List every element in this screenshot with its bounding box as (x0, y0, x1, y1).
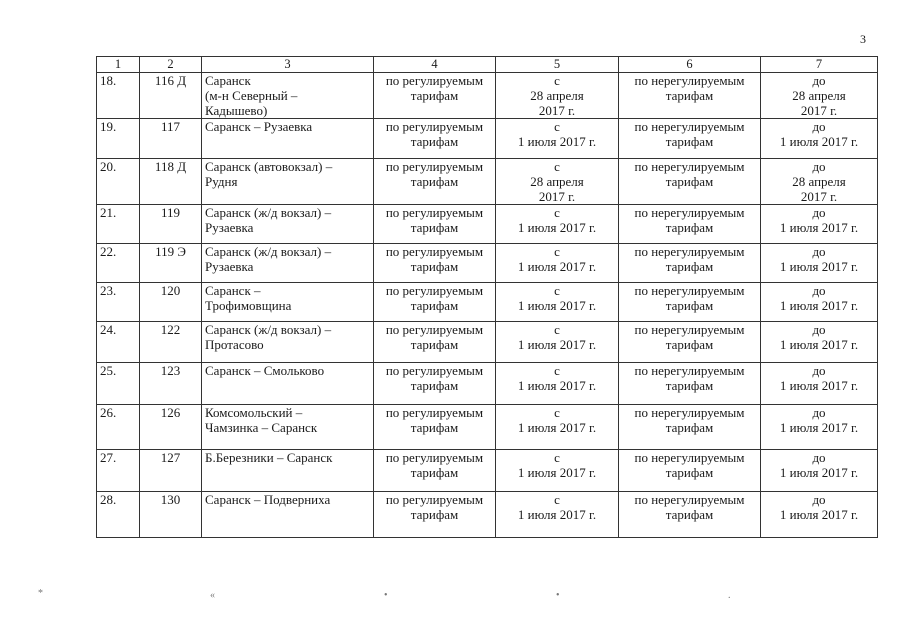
header-cell: 1 (97, 57, 140, 73)
route-name-cell (202, 244, 374, 283)
table-row (97, 73, 878, 119)
route-name-line: Саранск – Подверниха (205, 492, 331, 507)
route-name-line: Саранск – (205, 283, 261, 298)
table-row (97, 159, 878, 205)
date-from-cell (496, 244, 619, 283)
unregulated-tariff-line: тарифам (665, 174, 714, 189)
date-from-line: с (554, 244, 560, 259)
row-number-cell: 22. (97, 244, 140, 283)
route-name-cell (202, 405, 374, 450)
unregulated-tariff-line: тарифам (665, 220, 714, 235)
row-number-cell: 26. (97, 405, 140, 450)
regulated-tariff-cell (374, 322, 496, 363)
date-from-line: 1 июля 2017 г. (517, 420, 597, 435)
row-number-cell: 18. (97, 73, 140, 119)
date-from-cell (496, 450, 619, 492)
unregulated-tariff-line: по нерегулируемым (634, 244, 745, 259)
date-from-line: с (554, 450, 560, 465)
table-body (97, 73, 878, 538)
route-name-cell (202, 450, 374, 492)
date-from-line: 2017 г. (538, 103, 576, 118)
route-name-line: Рузаевка (205, 220, 254, 235)
table-row (97, 119, 878, 159)
date-from-line: с (554, 119, 560, 134)
regulated-tariff-cell (374, 159, 496, 205)
regulated-tariff-line: тарифам (410, 420, 459, 435)
date-from-cell (496, 363, 619, 405)
date-to-line: до (812, 283, 826, 298)
route-name-line: Трофимовщина (205, 298, 292, 313)
table-row (97, 322, 878, 363)
regulated-tariff-cell (374, 244, 496, 283)
header-row (97, 57, 878, 73)
unregulated-tariff-cell (619, 492, 761, 538)
unregulated-tariff-cell (619, 159, 761, 205)
regulated-tariff-line: тарифам (410, 220, 459, 235)
route-number-cell: 126 (140, 405, 202, 450)
unregulated-tariff-line: тарифам (665, 507, 714, 522)
date-to-cell (761, 119, 878, 159)
page-number: 3 (860, 32, 866, 46)
date-from-cell (496, 283, 619, 322)
regulated-tariff-line: по регулируемым (385, 244, 484, 259)
route-name-line: Кадышево) (205, 103, 268, 118)
route-name-line: Протасово (205, 337, 264, 352)
regulated-tariff-line: тарифам (410, 507, 459, 522)
route-number-cell: 118 Д (140, 159, 202, 205)
date-to-line: до (812, 73, 826, 88)
route-name-cell (202, 119, 374, 159)
regulated-tariff-line: по регулируемым (385, 363, 484, 378)
regulated-tariff-line: тарифам (410, 298, 459, 313)
route-number-cell: 116 Д (140, 73, 202, 119)
regulated-tariff-line: по регулируемым (385, 322, 484, 337)
date-to-line: 2017 г. (800, 103, 838, 118)
route-name-cell (202, 363, 374, 405)
routes-table (96, 56, 878, 538)
header-cell: 6 (619, 57, 761, 73)
date-from-cell (496, 322, 619, 363)
date-to-cell (761, 322, 878, 363)
unregulated-tariff-line: по нерегулируемым (634, 363, 745, 378)
date-to-line: до (812, 244, 826, 259)
date-from-line: с (554, 283, 560, 298)
date-to-cell (761, 205, 878, 244)
date-to-line: до (812, 159, 826, 174)
date-to-cell (761, 73, 878, 119)
route-number-cell: 117 (140, 119, 202, 159)
date-from-line: с (554, 492, 560, 507)
regulated-tariff-cell (374, 119, 496, 159)
date-from-line: 1 июля 2017 г. (517, 337, 597, 352)
route-name-line: Саранск (ж/д вокзал) – (205, 244, 332, 259)
date-to-line: 1 июля 2017 г. (779, 220, 859, 235)
date-from-line: 1 июля 2017 г. (517, 378, 597, 393)
route-name-line: Б.Березники – Саранск (205, 450, 333, 465)
date-from-cell (496, 159, 619, 205)
unregulated-tariff-line: по нерегулируемым (634, 492, 745, 507)
date-to-line: 1 июля 2017 г. (779, 134, 859, 149)
unregulated-tariff-cell (619, 450, 761, 492)
route-name-cell (202, 322, 374, 363)
date-to-line: 1 июля 2017 г. (779, 378, 859, 393)
date-to-cell (761, 159, 878, 205)
date-to-cell (761, 363, 878, 405)
route-name-cell (202, 73, 374, 119)
unregulated-tariff-line: тарифам (665, 298, 714, 313)
route-name-line: Саранск (ж/д вокзал) – (205, 322, 332, 337)
regulated-tariff-line: тарифам (410, 378, 459, 393)
route-name-cell (202, 205, 374, 244)
unregulated-tariff-line: по нерегулируемым (634, 450, 745, 465)
date-from-cell (496, 73, 619, 119)
regulated-tariff-cell (374, 492, 496, 538)
row-number-cell: 24. (97, 322, 140, 363)
date-to-line: 1 июля 2017 г. (779, 507, 859, 522)
date-to-line: до (812, 492, 826, 507)
table-row (97, 244, 878, 283)
header-cell: 5 (496, 57, 619, 73)
unregulated-tariff-line: по нерегулируемым (634, 159, 745, 174)
route-name-line: Саранск – Рузаевка (205, 119, 313, 134)
date-from-line: 1 июля 2017 г. (517, 259, 597, 274)
unregulated-tariff-line: тарифам (665, 134, 714, 149)
route-number-cell: 127 (140, 450, 202, 492)
unregulated-tariff-line: тарифам (665, 259, 714, 274)
row-number-cell: 19. (97, 119, 140, 159)
date-from-line: с (554, 363, 560, 378)
route-name-line: Рузаевка (205, 259, 254, 274)
unregulated-tariff-line: тарифам (665, 420, 714, 435)
table-row (97, 205, 878, 244)
regulated-tariff-line: по регулируемым (385, 283, 484, 298)
unregulated-tariff-line: тарифам (665, 378, 714, 393)
regulated-tariff-line: тарифам (410, 134, 459, 149)
date-from-line: 28 апреля (530, 174, 584, 189)
regulated-tariff-line: тарифам (410, 259, 459, 274)
date-from-cell (496, 119, 619, 159)
route-name-line: (м-н Северный – (205, 88, 298, 103)
date-from-line: с (554, 159, 560, 174)
date-to-line: 1 июля 2017 г. (779, 298, 859, 313)
date-from-cell (496, 492, 619, 538)
date-to-line: 1 июля 2017 г. (779, 465, 859, 480)
regulated-tariff-cell (374, 363, 496, 405)
route-name-cell (202, 283, 374, 322)
row-number-cell: 28. (97, 492, 140, 538)
table-row (97, 363, 878, 405)
unregulated-tariff-cell (619, 205, 761, 244)
unregulated-tariff-cell (619, 283, 761, 322)
regulated-tariff-cell (374, 450, 496, 492)
date-to-line: 28 апреля (792, 174, 846, 189)
row-number-cell: 21. (97, 205, 140, 244)
date-to-line: до (812, 119, 826, 134)
route-name-line: Саранск – Смольково (205, 363, 325, 378)
date-from-line: 1 июля 2017 г. (517, 298, 597, 313)
unregulated-tariff-cell (619, 119, 761, 159)
date-to-cell (761, 492, 878, 538)
regulated-tariff-line: по регулируемым (385, 492, 484, 507)
route-name-cell (202, 159, 374, 205)
date-to-line: 1 июля 2017 г. (779, 420, 859, 435)
date-from-line: 1 июля 2017 г. (517, 507, 597, 522)
date-to-line: до (812, 450, 826, 465)
row-number-cell: 23. (97, 283, 140, 322)
header-cell: 4 (374, 57, 496, 73)
unregulated-tariff-cell (619, 244, 761, 283)
date-from-line: 1 июля 2017 г. (517, 465, 597, 480)
regulated-tariff-line: по регулируемым (385, 405, 484, 420)
route-name-line: Чамзинка – Саранск (205, 420, 318, 435)
route-number-cell: 119 Э (140, 244, 202, 283)
unregulated-tariff-line: тарифам (665, 465, 714, 480)
route-name-line: Саранск (205, 73, 251, 88)
date-to-cell (761, 450, 878, 492)
regulated-tariff-cell (374, 283, 496, 322)
date-from-line: с (554, 205, 560, 220)
regulated-tariff-line: по регулируемым (385, 450, 484, 465)
date-from-line: с (554, 322, 560, 337)
regulated-tariff-cell (374, 405, 496, 450)
unregulated-tariff-line: тарифам (665, 88, 714, 103)
regulated-tariff-line: по регулируемым (385, 205, 484, 220)
header-cell: 7 (761, 57, 878, 73)
route-name-line: Саранск (автовокзал) – (205, 159, 333, 174)
route-number-cell: 123 (140, 363, 202, 405)
unregulated-tariff-cell (619, 363, 761, 405)
date-from-line: с (554, 405, 560, 420)
date-from-line: 2017 г. (538, 189, 576, 204)
regulated-tariff-line: тарифам (410, 337, 459, 352)
date-to-line: до (812, 363, 826, 378)
table-row (97, 492, 878, 538)
regulated-tariff-cell (374, 205, 496, 244)
regulated-tariff-line: по регулируемым (385, 159, 484, 174)
unregulated-tariff-line: по нерегулируемым (634, 322, 745, 337)
unregulated-tariff-line: по нерегулируемым (634, 205, 745, 220)
header-cell: 3 (202, 57, 374, 73)
date-from-line: с (554, 73, 560, 88)
date-from-line: 1 июля 2017 г. (517, 134, 597, 149)
date-to-cell (761, 405, 878, 450)
header-cell: 2 (140, 57, 202, 73)
route-number-cell: 122 (140, 322, 202, 363)
row-number-cell: 27. (97, 450, 140, 492)
unregulated-tariff-line: по нерегулируемым (634, 73, 745, 88)
unregulated-tariff-line: по нерегулируемым (634, 119, 745, 134)
unregulated-tariff-line: по нерегулируемым (634, 283, 745, 298)
date-to-line: 1 июля 2017 г. (779, 337, 859, 352)
date-to-line: 28 апреля (792, 88, 846, 103)
route-name-cell (202, 492, 374, 538)
unregulated-tariff-line: по нерегулируемым (634, 405, 745, 420)
table-row (97, 405, 878, 450)
date-from-cell (496, 405, 619, 450)
date-from-line: 28 апреля (530, 88, 584, 103)
route-number-cell: 120 (140, 283, 202, 322)
date-to-line: до (812, 205, 826, 220)
unregulated-tariff-cell (619, 322, 761, 363)
regulated-tariff-line: тарифам (410, 465, 459, 480)
row-number-cell: 25. (97, 363, 140, 405)
regulated-tariff-line: по регулируемым (385, 73, 484, 88)
regulated-tariff-line: тарифам (410, 88, 459, 103)
route-number-cell: 119 (140, 205, 202, 244)
row-number-cell: 20. (97, 159, 140, 205)
unregulated-tariff-line: тарифам (665, 337, 714, 352)
date-to-line: до (812, 405, 826, 420)
date-to-cell (761, 244, 878, 283)
regulated-tariff-line: тарифам (410, 174, 459, 189)
unregulated-tariff-cell (619, 405, 761, 450)
route-name-line: Комсомольский – (205, 405, 303, 420)
regulated-tariff-line: по регулируемым (385, 119, 484, 134)
date-to-cell (761, 283, 878, 322)
unregulated-tariff-cell (619, 73, 761, 119)
date-to-line: до (812, 322, 826, 337)
date-to-line: 2017 г. (800, 189, 838, 204)
date-from-line: 1 июля 2017 г. (517, 220, 597, 235)
route-name-line: Рудня (205, 174, 238, 189)
route-name-line: Саранск (ж/д вокзал) – (205, 205, 332, 220)
date-to-line: 1 июля 2017 г. (779, 259, 859, 274)
table-row (97, 450, 878, 492)
route-number-cell: 130 (140, 492, 202, 538)
regulated-tariff-cell (374, 73, 496, 119)
date-from-cell (496, 205, 619, 244)
table-row (97, 283, 878, 322)
